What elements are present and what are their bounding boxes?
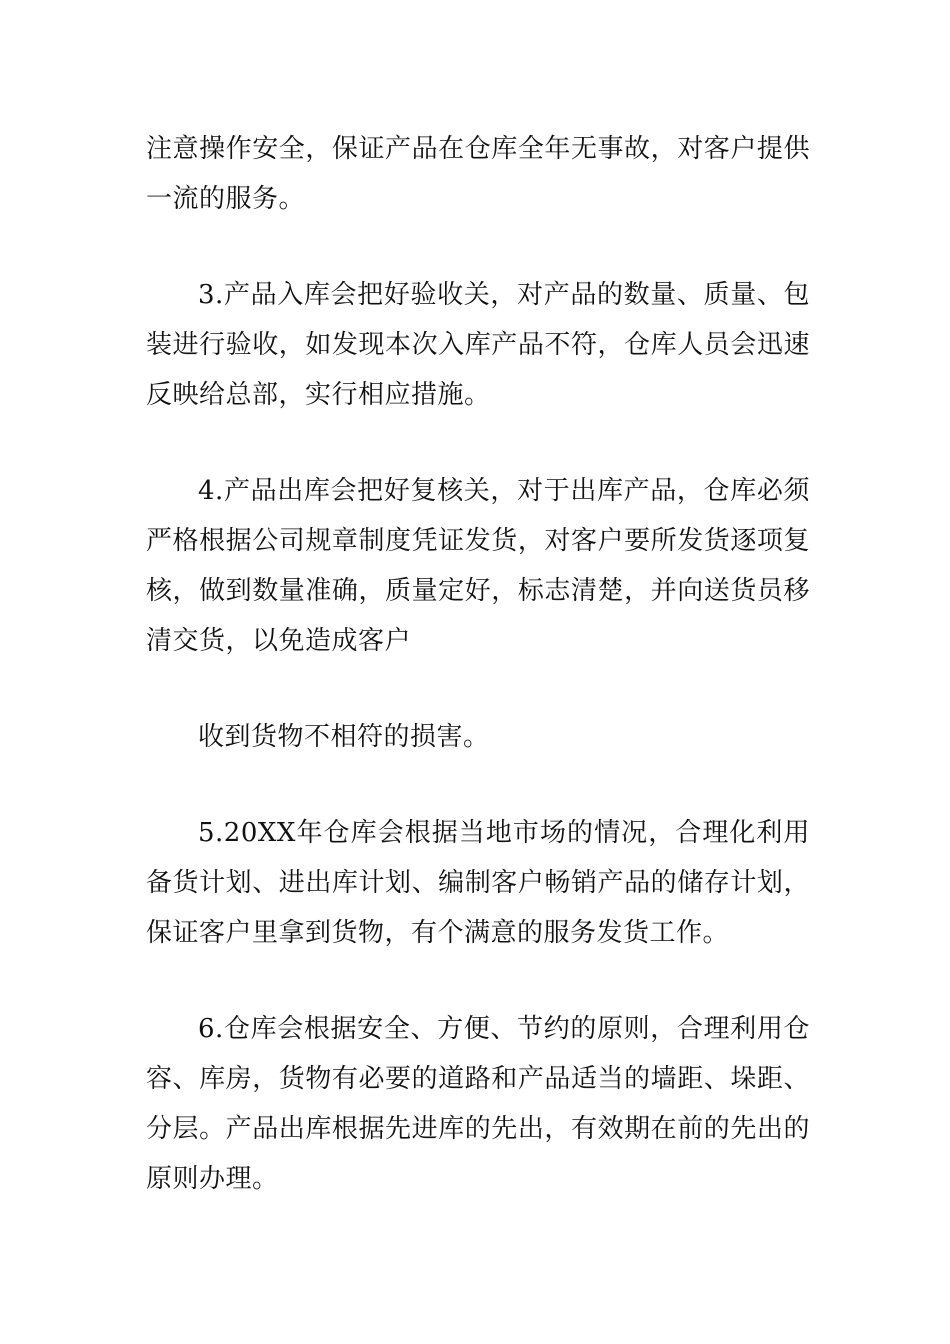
paragraph-item-6: 6.仓库会根据安全、方便、节约的原则，合理利用仓容、库房，货物有必要的道路和产品适当的墙距、垛距、分层。产品出库根据先进库的先出，有效期在前的先出的原则办理。	[146, 1014, 810, 1194]
document-body	[146, 124, 810, 1250]
paragraph-item-4: 4.产品出库会把好复核关，对于出库产品，仓库必须严格根据公司规章制度凭证发货，对客户要所发货逐项复核，做到数量准确，质量定好，标志清楚，并向送货员移清交货，以免造成客户	[146, 476, 810, 656]
paragraph-continuation: 注意操作安全，保证产品在仓库全年无事故，对客户提供一流的服务。	[146, 134, 810, 214]
paragraph-item-4-continued: 收到货物不相符的损害。	[198, 722, 490, 752]
paragraph-item-5: 5.20XX年仓库会根据当地市场的情况，合理化利用备货计划、进出库计划、编制客户畅销产品的储存计划，保证客户里拿到货物，有个满意的服务发货工作。	[146, 818, 810, 948]
paragraph-item-3: 3.产品入库会把好验收关，对产品的数量、质量、包装进行验收，如发现本次入库产品不符，仓库人员会迅速反映给总部，实行相应措施。	[146, 280, 810, 410]
